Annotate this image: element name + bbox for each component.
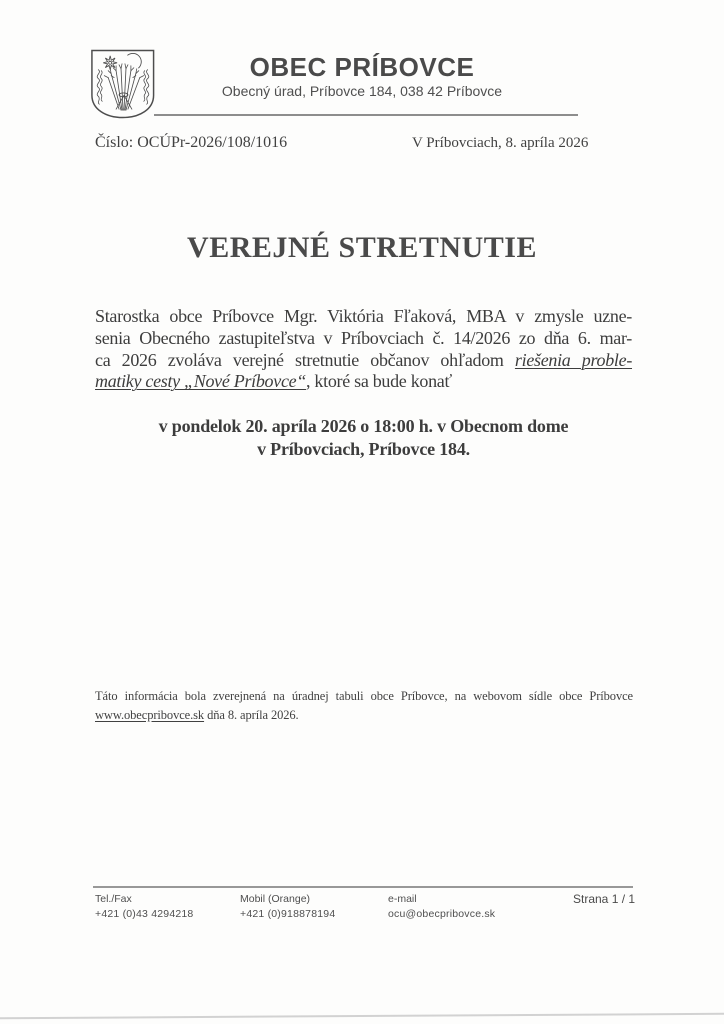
publication-text: dňa 8. apríla 2026. — [204, 708, 299, 722]
publication-note — [95, 687, 633, 726]
website-link: www.obecpribovce.sk — [95, 708, 205, 722]
body-line: senia Obecného zastupiteľstva v Príbovciach č. 14/2026 zo dňa 6. mar- — [95, 327, 632, 348]
body-emphasis: matiky cesty „Nové Príbovce“ — [95, 371, 307, 392]
body-text: ca 2026 zvoláva verejné stretnutie občanov ohľadom — [95, 349, 515, 370]
mobile-value: +421 (0)918878194 — [240, 907, 336, 920]
mobile-label: Mobil (Orange) — [240, 893, 311, 905]
document-number: Číslo: OCÚPr-2026/108/1016 — [95, 134, 288, 151]
document-title: VEREJNÉ STRETNUTIE — [187, 231, 537, 264]
meeting-datetime: v pondelok 20. apríla 2026 o 18:00 h. v Obecnom dome — [158, 416, 569, 436]
footer-mobile — [240, 892, 335, 921]
footer-telfax — [95, 892, 193, 921]
telfax-value: +421 (0)43 4294218 — [95, 907, 194, 920]
publication-text: Táto informácia bola zverejnená na úradnej tabuli obce Príbovce, na webovom sídle obce Príbovce — [95, 688, 633, 703]
body-emphasis: riešenia proble- — [514, 349, 633, 370]
body-line — [95, 371, 632, 393]
scan-artifact-line — [0, 1013, 724, 1020]
body-line: Starostka obce Príbovce Mgr. Viktória Fľaková, MBA v zmysle uzne- — [95, 306, 632, 326]
body-text: , ktoré sa bude konať — [306, 371, 452, 392]
place-and-date: V Príbovciach, 8. apríla 2026 — [412, 135, 589, 151]
letterhead-divider — [154, 114, 578, 116]
office-address: Obecný úrad, Príbovce 184, 038 42 Príbovce — [221, 83, 503, 99]
meeting-place: v Príbovciach, Príbovce 184. — [257, 439, 470, 459]
footer-email — [388, 892, 495, 921]
email-value: ocu@obecpribovce.sk — [388, 907, 496, 920]
page-indicator: Strana 1 / 1 — [573, 892, 636, 906]
footer-divider — [93, 886, 633, 888]
body-paragraph — [95, 306, 632, 393]
letterhead — [95, 53, 629, 100]
telfax-label: Tel./Fax — [95, 893, 132, 905]
meeting-announcement — [95, 415, 632, 461]
email-label: e-mail — [388, 893, 417, 905]
municipality-name: OBEC PRÍBOVCE — [249, 52, 475, 82]
body-line — [95, 350, 632, 372]
